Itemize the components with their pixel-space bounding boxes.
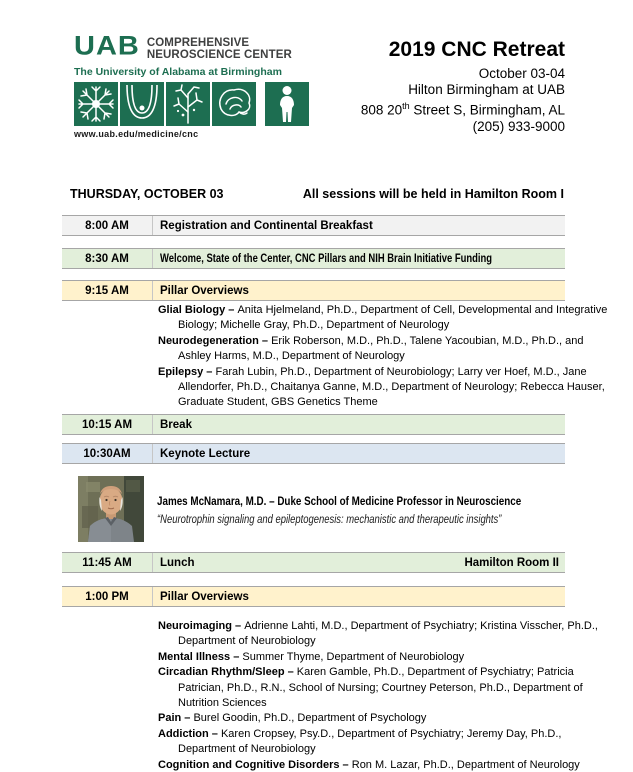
uab-logo [74, 31, 311, 139]
neuron-icon [74, 82, 118, 126]
pillar-item [158, 711, 618, 726]
schedule-row [62, 552, 565, 573]
pillar-faculty: Karen Gamble, Ph.D., Department of Psychiatry; Patricia Patrician, Ph.D., R.N., School of Nursing; Courtney Peterson, Ph.D., Department of Nutrition Sciences [178, 666, 583, 710]
pillar-item [158, 303, 618, 334]
pillar-faculty: Erik Roberson, M.D., Ph.D., Talene Yacoubian, M.D., Ph.D., and Ashley Harms, M.D., Department of Neurology [178, 334, 584, 363]
session-title: Keynote Lecture [160, 447, 251, 460]
pillar-name: Glial Biology – [158, 304, 238, 316]
address-ordinal: th [402, 101, 410, 111]
time-cell: 8:00 AM [62, 216, 153, 235]
session-title: Pillar Overviews [160, 284, 249, 297]
session-location: Hamilton Room II [464, 556, 559, 569]
time-cell: 10:15 AM [62, 415, 153, 434]
session-title: Break [160, 418, 192, 431]
event-dates: October 03-04 [478, 66, 565, 81]
pillar-faculty: Summer Thyme, Department of Neurobiology [242, 650, 465, 663]
session-title: Pillar Overviews [160, 590, 249, 603]
pillar-list-morning [158, 303, 618, 411]
pillar-item [158, 334, 618, 365]
brain-icon [212, 82, 256, 126]
org-name-line2: NEUROSCIENCE CENTER [146, 49, 292, 61]
keynote-block [157, 492, 601, 529]
event-title-block [361, 38, 565, 135]
pillar-name: Cognition and Cognitive Disorders – [158, 758, 352, 771]
pillar-list-afternoon [158, 619, 618, 772]
session-title: Registration and Continental Breakfast [160, 219, 373, 232]
keynote-speaker-photo [78, 476, 144, 542]
website-url: www.uab.edu/medicine/cnc [74, 129, 199, 139]
pillar-faculty: Karen Cropsey, Psy.D., Department of Psychiatry; Jeremy Day, Ph.D., Department of Neurobiology [178, 727, 562, 756]
pillar-faculty: Ron M. Lazar, Ph.D., Department of Neurology [351, 758, 580, 771]
time-cell: 10:30AM [62, 444, 153, 463]
schedule-row [62, 586, 565, 607]
session-note: All sessions will be held in Hamilton Room I [302, 187, 564, 201]
day-heading: THURSDAY, OCTOBER 03 [70, 187, 224, 201]
pillar-name: Neuroimaging – [158, 620, 245, 632]
pillar-name: Pain – [158, 712, 194, 725]
event-address [361, 98, 565, 119]
address-street: Street S, Birmingham, AL [409, 102, 565, 118]
event-venue: Hilton Birmingham at UAB [408, 82, 565, 97]
pillar-name: Epilepsy – [158, 365, 216, 378]
pillar-faculty: Burel Goodin, Ph.D., Department of Psychology [193, 712, 427, 725]
pillar-faculty: Farah Lubin, Ph.D., Department of Neurobiology; Larry ver Hoef, M.D., Jane Allendorfer, Ph.D., Chaitanya Ganne, M.D., Department of Neurology; Rebecca Hauser, Graduate Student, GBS Genetics Theme [178, 365, 605, 409]
person-icon [265, 82, 309, 126]
pillar-faculty: Adrienne Lahti, M.D., Department of Psychiatry; Kristina Visscher, Ph.D., Department of Neurobiology [178, 620, 598, 648]
pillar-item [158, 665, 618, 711]
pillar-item [158, 758, 618, 772]
synapse-icon [120, 82, 164, 126]
schedule-row [62, 215, 565, 236]
org-name [147, 36, 292, 61]
pillar-item [158, 619, 618, 650]
pillar-faculty: Anita Hjelmeland, Ph.D., Department of Cell, Developmental and Integrative Biology; Michelle Gray, Ph.D., Department of Neurology [178, 304, 608, 332]
schedule-row [62, 280, 565, 301]
logo-tile-strip [74, 82, 311, 126]
session-title: Welcome, State of the Center, CNC Pillars and NIH Brain Initiative Funding [160, 252, 493, 265]
schedule-row [62, 414, 565, 435]
pillar-name: Circadian Rhythm/Sleep – [158, 666, 297, 679]
pillar-name: Neurodegeneration – [158, 334, 272, 347]
time-cell: 11:45 AM [62, 553, 153, 572]
time-cell: 8:30 AM [62, 249, 153, 268]
pillar-item [158, 727, 618, 758]
address-number: 808 20 [360, 102, 403, 118]
keynote-speaker-line: James McNamara, M.D. – Duke School of Medicine Professor in Neuroscience [157, 494, 522, 508]
pillar-item [158, 365, 618, 411]
event-title: 2019 CNC Retreat [388, 38, 565, 61]
uab-wordmark: UAB [74, 31, 140, 61]
session-title: Lunch [160, 556, 195, 569]
schedule-row [62, 443, 565, 464]
pillar-name: Mental Illness – [158, 650, 243, 663]
org-name-line1: COMPREHENSIVE [146, 37, 250, 49]
time-cell: 9:15 AM [62, 281, 153, 300]
dendrites-icon [166, 82, 210, 126]
schedule-row [62, 248, 565, 269]
university-tagline: The University of Alabama at Birmingham [74, 66, 282, 78]
keynote-talk-title: “Neurotrophin signaling and epileptogenesis: mechanistic and therapeutic insights” [157, 514, 502, 526]
time-cell: 1:00 PM [62, 587, 153, 606]
event-phone: (205) 933-9000 [472, 118, 565, 134]
pillar-name: Addiction – [158, 727, 221, 740]
day-header [70, 187, 564, 201]
pillar-item [158, 650, 618, 665]
